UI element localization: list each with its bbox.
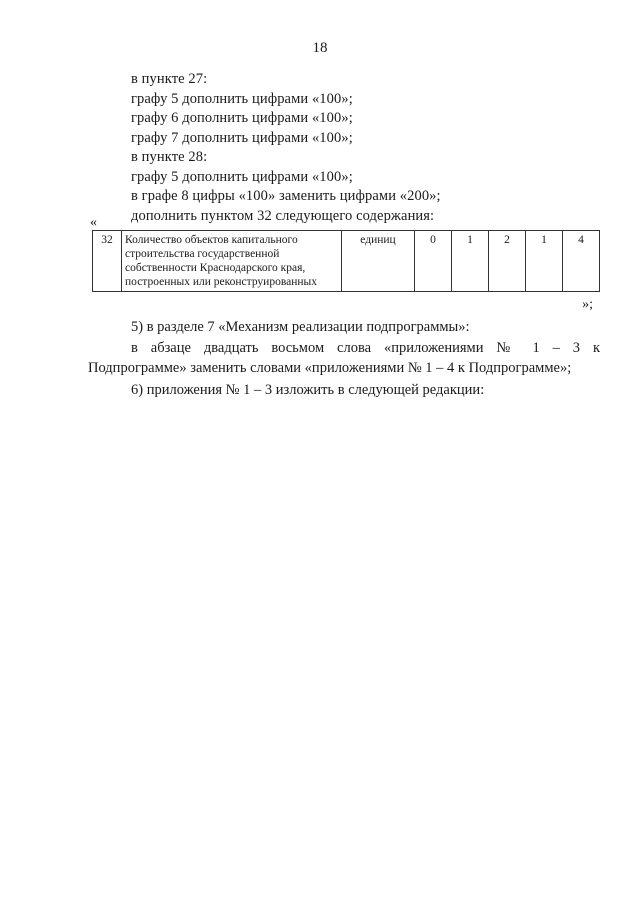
indicator-name-cell: Количество объектов капитального строительства государственной собственности Краснодарского края, построенных или реконструированных bbox=[122, 231, 342, 292]
value-cell: 0 bbox=[415, 231, 452, 292]
amendment-line: графу 5 дополнить цифрами «100»; bbox=[131, 90, 353, 107]
amendment-line: в пункте 28: bbox=[131, 149, 208, 165]
amendment-line: дополнить пунктом 32 следующего содержания: bbox=[131, 207, 435, 224]
amendment-line: графу 6 дополнить цифрами «100»; bbox=[131, 110, 353, 126]
amendment-line: графу 7 дополнить цифрами «100»; bbox=[131, 129, 353, 146]
paragraph-section-7-detail: в абзаце двадцать восьмом слова «приложениями № 1 – 3 к Подпрограмме» заменить словами «приложениями № 1 – 4 к Подпрограмме»; bbox=[88, 340, 600, 376]
closing-quote: »; bbox=[582, 297, 593, 312]
amendment-table bbox=[92, 230, 600, 292]
unit-cell: единиц bbox=[342, 231, 415, 292]
page-number: 18 bbox=[312, 40, 328, 56]
amendment-line: графу 5 дополнить цифрами «100»; bbox=[131, 168, 353, 185]
row-number-cell: 32 bbox=[93, 231, 122, 292]
value-cell: 4 bbox=[563, 231, 600, 292]
table-row bbox=[93, 231, 600, 292]
value-cell: 1 bbox=[452, 231, 489, 292]
value-cell: 2 bbox=[489, 231, 526, 292]
value-cell: 1 bbox=[526, 231, 563, 292]
amendment-line: в пункте 27: bbox=[131, 71, 208, 87]
opening-quote: « bbox=[90, 215, 97, 230]
amendment-line: в графе 8 цифры «100» заменить цифрами «200»; bbox=[131, 188, 441, 204]
paragraph-section-7: 5) в разделе 7 «Механизм реализации подпрограммы»: bbox=[131, 319, 470, 335]
amendment-list bbox=[131, 70, 441, 226]
paragraph-appendices: 6) приложения № 1 – 3 изложить в следующей редакции: bbox=[131, 382, 485, 398]
